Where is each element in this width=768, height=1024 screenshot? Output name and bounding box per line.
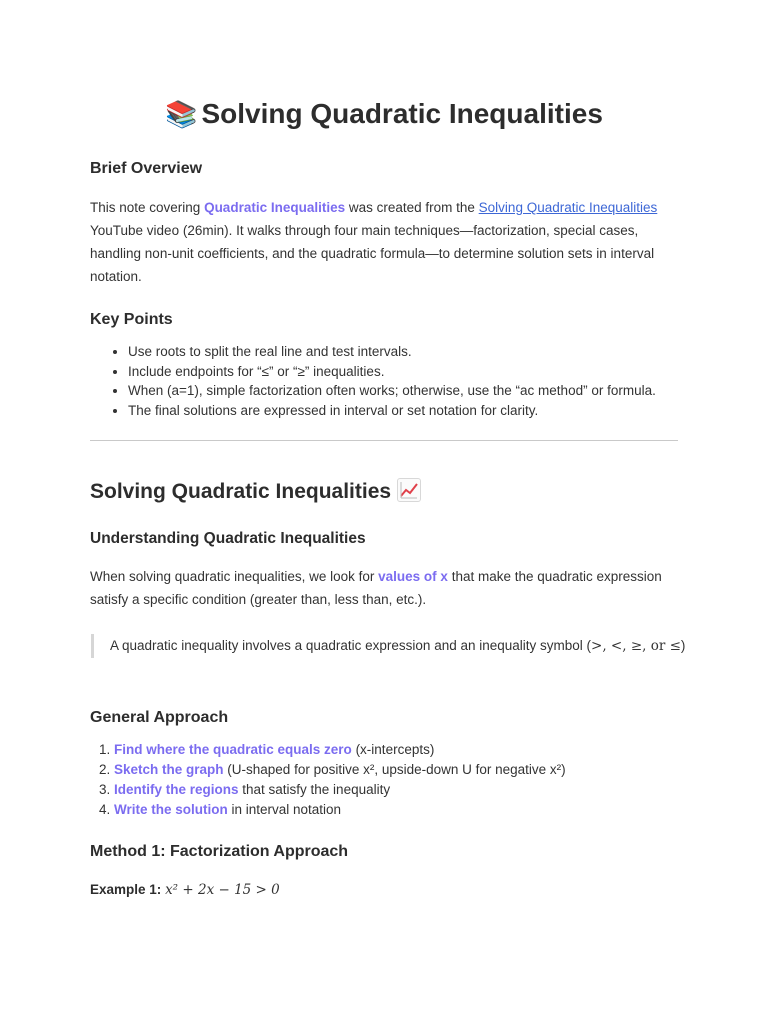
list-item: • Use roots to split the real line and test intervals.	[128, 342, 688, 362]
list-item: • When (a=1), simple factorization often works; otherwise, use the “ac method” or formula.	[128, 381, 688, 401]
example-1	[90, 882, 280, 898]
step-text: that satisfy the inequality	[238, 782, 391, 797]
overview-highlight: Quadratic Inequalities	[204, 200, 346, 215]
general-approach-heading: General Approach	[90, 709, 229, 726]
overview-text-2: was created from the	[345, 200, 479, 215]
list-item: • Include endpoints for “≤” or “≥” inequalities.	[128, 362, 688, 382]
section-heading-text: Solving Quadratic Inequalities	[90, 480, 392, 503]
section-heading	[90, 478, 421, 504]
brief-overview-paragraph	[90, 196, 680, 288]
step-text: in interval notation	[227, 802, 342, 817]
example-expression: x² + 2x − 15 > 0	[165, 882, 280, 898]
understanding-text-1: When solving quadratic inequalities, we look for	[90, 569, 379, 584]
list-item	[114, 740, 674, 760]
step-highlight: Identify the regions	[114, 782, 239, 797]
key-points-heading: Key Points	[90, 311, 173, 328]
key-points-list	[108, 342, 688, 420]
understanding-paragraph	[90, 565, 680, 611]
list-item	[114, 780, 674, 800]
example-label: Example 1:	[90, 882, 162, 897]
quote-symbols: >, <, ≥, or ≤	[591, 638, 681, 654]
step-text: (U-shaped for positive x², upside-down U for negative x²)	[223, 762, 566, 777]
step-highlight: Sketch the graph	[114, 762, 224, 777]
step-highlight: Write the solution	[114, 802, 228, 817]
page-title	[0, 94, 768, 134]
list-item: • The final solutions are expressed in interval or set notation for clarity.	[128, 401, 688, 421]
step-highlight: Find where the quadratic equals zero	[114, 742, 352, 757]
section-divider	[90, 440, 678, 441]
video-link[interactable]: Solving Quadratic Inequalities	[478, 200, 658, 215]
brief-overview-heading: Brief Overview	[90, 160, 203, 177]
overview-text-3: YouTube video (26min). It walks through four main techniques—factorization, special cases, handling non-unit coefficients, and the quadratic formula—to determine solution sets in interval notation.	[90, 223, 655, 284]
step-text: (x-intercepts)	[351, 742, 435, 757]
overview-text-1: This note covering	[90, 200, 205, 215]
list-item	[114, 800, 674, 820]
chart-increasing-icon	[397, 478, 421, 502]
general-approach-list	[94, 740, 674, 820]
quote-end: )	[680, 638, 686, 653]
books-icon: 📚	[165, 99, 198, 129]
quote-text: A quadratic inequality involves a quadratic expression and an inequality symbol (	[110, 638, 592, 653]
understanding-text-2: that make the quadratic expression satisfy a specific condition (greater than, less than, etc.).	[90, 569, 662, 607]
page-title-text: Solving Quadratic Inequalities	[201, 98, 603, 129]
understanding-heading: Understanding Quadratic Inequalities	[90, 530, 366, 547]
values-of-x-highlight: values of x	[378, 569, 448, 584]
method1-heading: Method 1: Factorization Approach	[90, 843, 349, 860]
blockquote	[91, 634, 700, 658]
list-item	[114, 760, 674, 780]
